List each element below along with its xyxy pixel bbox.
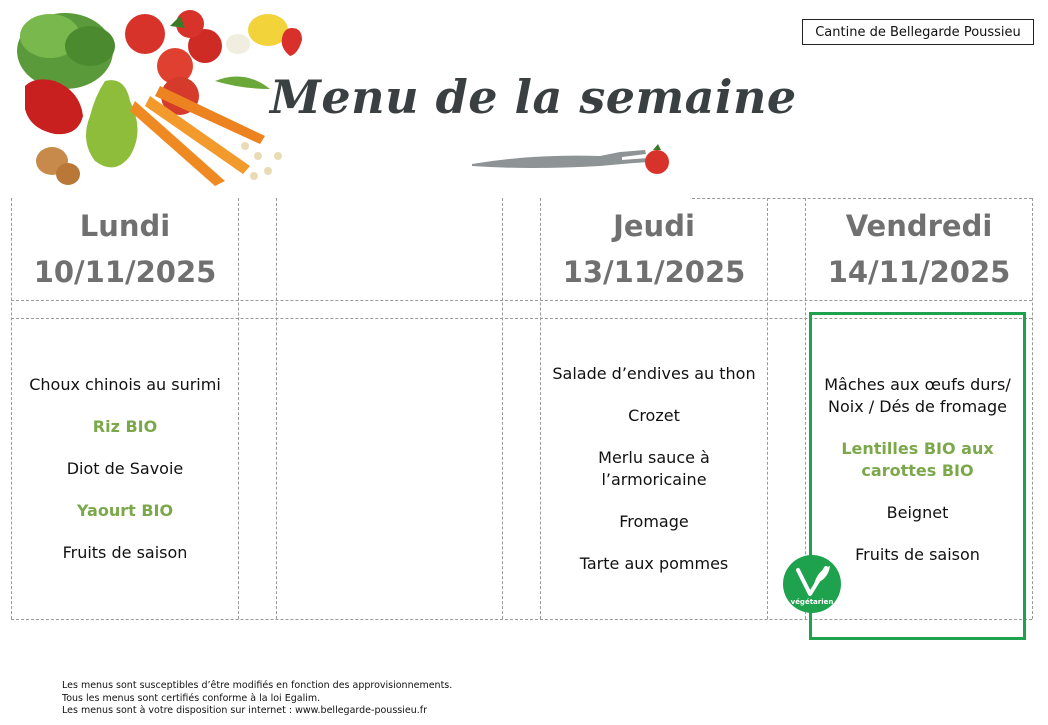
dish: Fruits de saison bbox=[62, 543, 188, 562]
grid-line-v2 bbox=[276, 198, 277, 619]
grid-line-v7 bbox=[1032, 198, 1033, 619]
dish: Mâches aux œufs durs/ Noix / Dés de fromage bbox=[824, 375, 1011, 416]
day-name: Vendredi bbox=[845, 209, 993, 243]
grid-line-v3 bbox=[502, 198, 503, 619]
footer-notes bbox=[62, 680, 662, 718]
dish: Fruits de saison bbox=[855, 545, 980, 564]
menu-jeudi bbox=[541, 320, 767, 618]
dish: Tarte aux pommes bbox=[579, 554, 729, 573]
school-name-box: Cantine de Bellegarde Poussieu bbox=[802, 19, 1034, 45]
vegetables-illustration bbox=[10, 6, 310, 188]
footer-line: Les menus sont à votre disposition sur internet : www.bellegarde-poussieu.fr bbox=[62, 705, 427, 716]
dish: Diot de Savoie bbox=[66, 459, 184, 478]
dish-bio: Yaourt BIO bbox=[76, 501, 174, 520]
dish: Beignet bbox=[886, 503, 949, 522]
vegetarian-badge-icon bbox=[782, 554, 842, 614]
day-date: 14/11/2025 bbox=[827, 255, 1011, 289]
dish: Crozet bbox=[628, 406, 680, 425]
grid-line-v5 bbox=[767, 198, 768, 619]
grid-line-head-1 bbox=[11, 300, 1032, 301]
day-header-lundi bbox=[12, 198, 238, 300]
grid-line-v1 bbox=[238, 198, 239, 619]
day-header-jeudi bbox=[541, 198, 767, 300]
footer-line: Tous les menus sont certifiés conforme à la loi Egalim. bbox=[62, 692, 321, 704]
fork-illustration bbox=[470, 140, 680, 180]
dish: Merlu sauce à l’armoricaine bbox=[598, 448, 710, 489]
dish: Fromage bbox=[619, 512, 689, 531]
footer-line: Les menus sont susceptibles d’être modifiés en fonction des approvisionnements. bbox=[62, 680, 453, 691]
dish: Choux chinois au surimi bbox=[29, 375, 221, 394]
day-name: Lundi bbox=[79, 209, 171, 243]
vegetarian-badge-label: végétarien bbox=[790, 598, 834, 606]
day-date: 13/11/2025 bbox=[562, 255, 746, 289]
dish-bio: Lentilles BIO aux carottes BIO bbox=[841, 439, 994, 480]
page-title: Menu de la semaine bbox=[270, 70, 797, 124]
day-name: Jeudi bbox=[613, 209, 695, 243]
day-date: 10/11/2025 bbox=[33, 255, 217, 289]
day-header-vendredi bbox=[806, 198, 1032, 300]
menu-lundi bbox=[12, 320, 238, 618]
dish: Salade d’endives au thon bbox=[552, 364, 756, 383]
dish-bio: Riz BIO bbox=[92, 417, 158, 436]
